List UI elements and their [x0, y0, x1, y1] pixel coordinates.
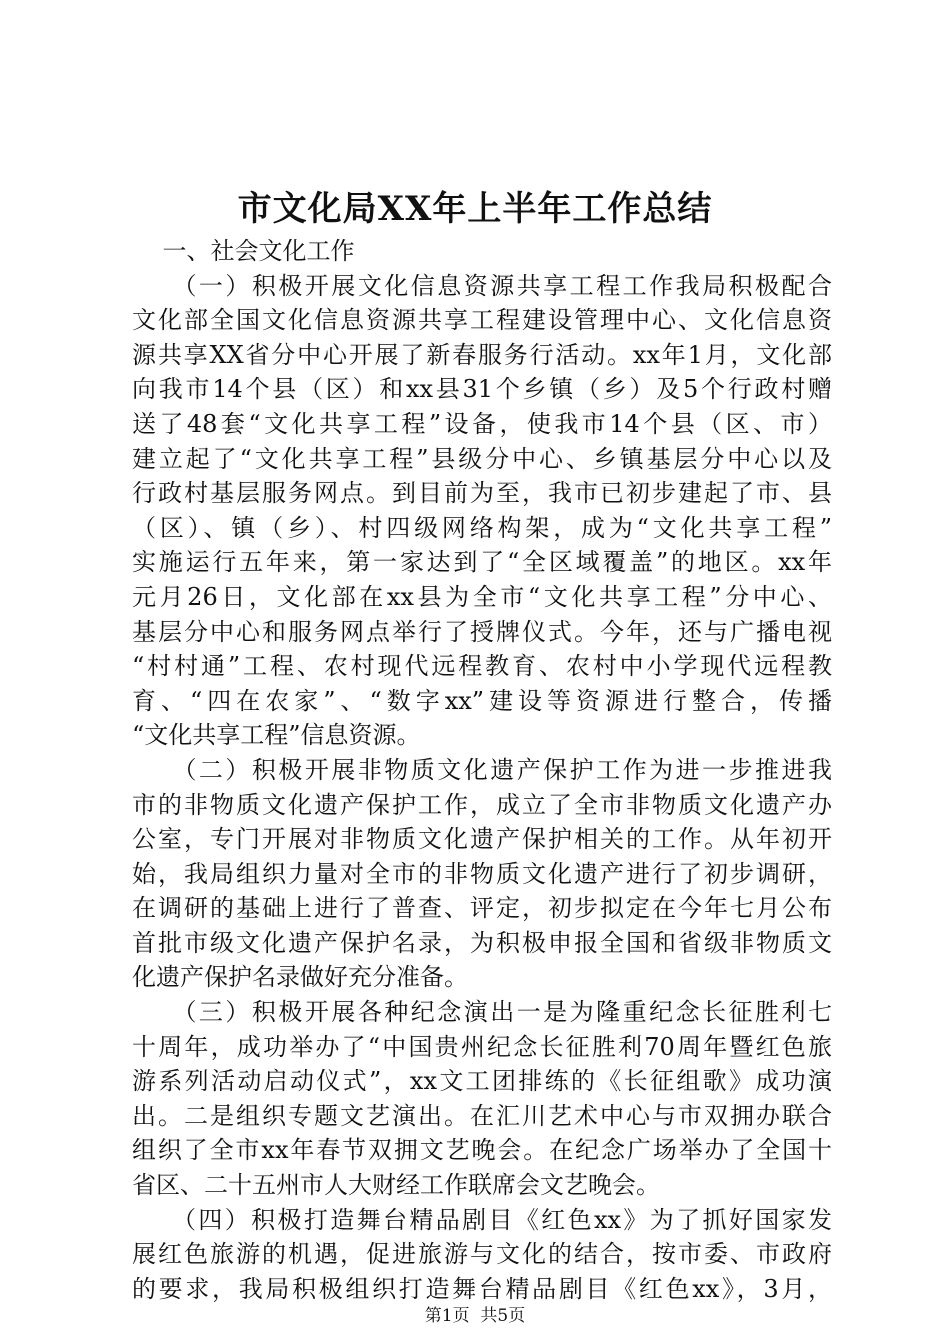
- body-line: “村村通”工程、农村现代远程教育、农村中小学现代远程教: [132, 652, 832, 681]
- body-line: （一）积极开展文化信息资源共享工程工作我局积极配合: [132, 271, 832, 300]
- body-line: 实施运行五年来，第一家达到了“全区域覆盖”的地区。xx年: [132, 548, 832, 577]
- body-line: 市的非物质文化遗产保护工作，成立了全市非物质文化遗产办: [132, 790, 832, 819]
- document-title: 市文化局XX年上半年工作总结: [237, 189, 713, 229]
- body-line: 首批市级文化遗产保护名录，为积极申报全国和省级非物质文: [132, 928, 832, 957]
- body-line: 始，我局组织力量对全市的非物质文化遗产进行了初步调研，: [132, 859, 832, 888]
- body-line: 建立起了“文化共享工程”县级分中心、乡镇基层分中心以及: [132, 444, 832, 473]
- body-line: （四）积极打造舞台精品剧目《红色xx》为了抓好国家发: [132, 1205, 832, 1234]
- body-line: 游系列活动启动仪式”，xx文工团排练的《长征组歌》成功演: [132, 1067, 832, 1096]
- section-heading: 一、社会文化工作: [132, 237, 355, 265]
- body-line: 组织了全市xx年春节双拥文艺晚会。在纪念广场举办了全国十: [132, 1136, 832, 1165]
- body-line: 基层分中心和服务网点举行了授牌仪式。今年，还与广播电视: [132, 617, 832, 646]
- document-body: [132, 234, 832, 1306]
- body-line: 的要求，我局积极组织打造舞台精品剧目《红色xx》，3月，: [132, 1274, 832, 1303]
- body-line: （三）积极开展各种纪念演出一是为隆重纪念长征胜利七: [132, 998, 832, 1027]
- page-number: 第1页 共5页: [424, 1306, 526, 1326]
- body-line: 行政村基层服务网点。到目前为至，我市已初步建起了市、县: [132, 479, 832, 508]
- body-line: 出。二是组织专题文艺演出。在汇川艺术中心与市双拥办联合: [132, 1101, 832, 1130]
- body-line: 展红色旅游的机遇，促进旅游与文化的结合，按市委、市政府: [132, 1240, 832, 1269]
- body-line: （区）、镇（乡）、村四级网络构架，成为“文化共享工程”: [132, 513, 832, 542]
- body-line: 化遗产保护名录做好充分准备。: [132, 963, 468, 992]
- body-line: 省区、二十五州市人大财经工作联席会文艺晚会。: [132, 1171, 660, 1200]
- body-line: 源共享XX省分中心开展了新春服务行活动。xx年1月，文化部: [132, 340, 832, 369]
- body-line: 元月26日，文化部在xx县为全市“文化共享工程”分中心、: [132, 582, 832, 611]
- body-line: 送了48套“文化共享工程”设备，使我市14个县（区、市）: [132, 409, 832, 438]
- body-line: 文化部全国文化信息资源共享工程建设管理中心、文化信息资: [132, 306, 832, 335]
- body-line: 育、“四在农家”、“数字xx”建设等资源进行整合，传播: [132, 686, 832, 715]
- body-line: 公室，专门开展对非物质文化遗产保护相关的工作。从年初开: [132, 825, 832, 854]
- body-line: 十周年，成功举办了“中国贵州纪念长征胜利70周年暨红色旅: [132, 1032, 832, 1061]
- body-line: 向我市14个县（区）和xx县31个乡镇（乡）及5个行政村赠: [132, 375, 832, 404]
- body-line: “文化共享工程”信息资源。: [132, 721, 421, 750]
- body-line: （二）积极开展非物质文化遗产保护工作为进一步推进我: [132, 755, 832, 784]
- body-line: 在调研的基础上进行了普查、评定，初步拟定在今年七月公布: [132, 894, 832, 923]
